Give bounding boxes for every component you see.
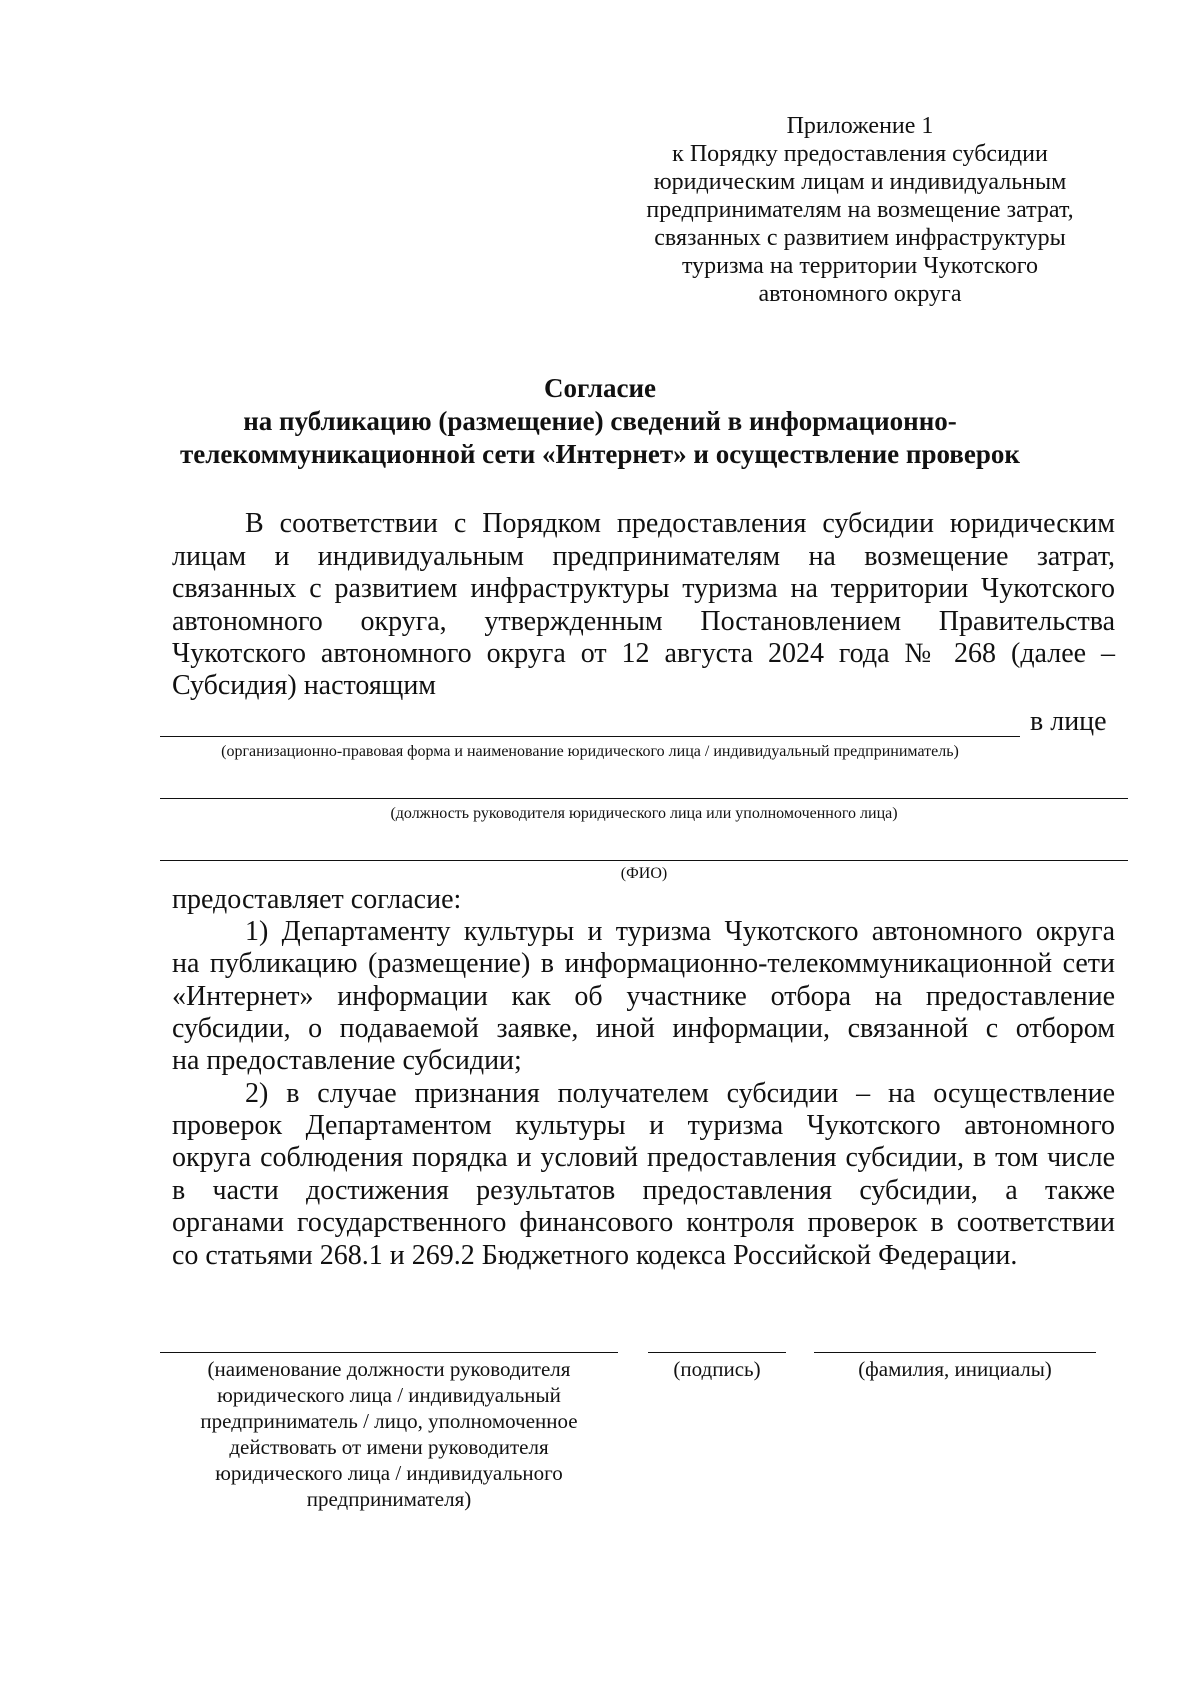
appendix-header: [620, 112, 1100, 308]
consent-item-line: округа соблюдения порядка и условий предоставления субсидии, в том числе: [172, 1142, 1115, 1173]
in-person-label: в лице: [1030, 706, 1107, 737]
org-name-field[interactable]: [160, 736, 1020, 737]
signature-position-caption-line: предпринимателя): [306, 1487, 472, 1511]
signature-caption: (подпись): [673, 1357, 761, 1381]
signature-position-caption-line: юридического лица / индивидуального: [215, 1461, 563, 1485]
signature-position-caption-line: юридического лица / индивидуальный: [217, 1383, 561, 1407]
consent-lead: предоставляет согласие:: [172, 884, 462, 915]
intro-line: В соответствии с Порядком предоставления субсидии юридическим: [245, 508, 1115, 539]
org-name-caption: (организационно-правовая форма и наименование юридического лица / индивидуальный предприниматель): [221, 743, 959, 760]
title-line: Согласие: [543, 373, 657, 403]
appendix-line: Приложение 1: [786, 113, 934, 139]
consent-item-line: органами государственного финансового контроля проверок в соответствии: [172, 1207, 1115, 1238]
signature-name-field[interactable]: [814, 1352, 1096, 1353]
signature-position-caption-line: действовать от имени руководителя: [229, 1435, 549, 1459]
appendix-line: предпринимателям на возмещение затрат,: [646, 197, 1074, 223]
consent-item-line: на публикацию (размещение) в информационно-телекоммуникационной сети: [172, 948, 1115, 979]
title-line: телекоммуникационной сети «Интернет» и осуществление проверок: [180, 439, 1020, 469]
position-caption: (должность руководителя юридического лица или уполномоченного лица): [390, 805, 898, 822]
consent-item-line: «Интернет» информации как об участнике отбора на предоставление: [172, 981, 1115, 1012]
consent-item-line: 2) в случае признания получателем субсидии – на осуществление: [245, 1078, 1115, 1109]
signature-position-caption: [160, 1356, 618, 1512]
intro-line: автономного округа, утвержденным Постановлением Правительства: [172, 606, 1115, 637]
fio-caption: (ФИО): [620, 865, 668, 882]
document-title: [140, 372, 1060, 471]
title-line: на публикацию (размещение) сведений в информационно-: [243, 406, 957, 436]
appendix-line: связанных с развитием инфраструктуры: [654, 225, 1066, 251]
appendix-line: автономного округа: [758, 281, 962, 307]
signature-position-caption-line: предприниматель / лицо, уполномоченное: [200, 1409, 578, 1433]
intro-line: лицам и индивидуальным предпринимателям на возмещение затрат,: [172, 541, 1115, 572]
signature-position-caption-line: (наименование должности руководителя: [207, 1357, 571, 1381]
appendix-line: туризма на территории Чукотского: [681, 253, 1038, 279]
consent-item-line: со статьями 268.1 и 269.2 Бюджетного кодекса Российской Федерации.: [172, 1240, 1018, 1271]
intro-line: связанных с развитием инфраструктуры туризма на территории Чукотского: [172, 573, 1115, 604]
signature-position-field[interactable]: [160, 1352, 618, 1353]
consent-item-line: проверок Департаментом культуры и туризма Чукотского автономного: [172, 1110, 1115, 1141]
position-field[interactable]: [160, 798, 1128, 799]
consent-item-line: субсидии, о подаваемой заявке, иной информации, связанной с отбором: [172, 1013, 1115, 1044]
intro-line: Чукотского автономного округа от 12 августа 2024 года № 268 (далее –: [172, 638, 1115, 669]
appendix-line: к Порядку предоставления субсидии: [672, 141, 1048, 167]
consent-item-line: 1) Департаменту культуры и туризма Чукотского автономного округа: [245, 916, 1115, 947]
fio-field[interactable]: [160, 860, 1128, 861]
signature-name-caption: (фамилия, инициалы): [858, 1357, 1052, 1381]
appendix-line: юридическим лицам и индивидуальным: [653, 169, 1067, 195]
consent-item-line: на предоставление субсидии;: [172, 1045, 522, 1076]
intro-line: Субсидия) настоящим: [172, 670, 437, 701]
signature-field[interactable]: [648, 1352, 786, 1353]
consent-item-line: в части достижения результатов предоставления субсидии, а также: [172, 1175, 1115, 1206]
